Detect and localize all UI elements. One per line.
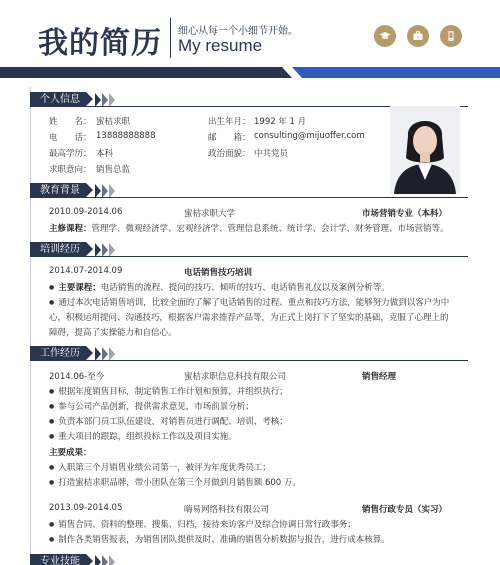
degree-label: 最高学历： <box>49 149 92 159</box>
chevron-decoration <box>95 243 115 257</box>
header-divider <box>170 18 171 58</box>
email-label: 邮 箱： <box>208 133 251 143</box>
education-major: 市场营销专业（本科） <box>362 209 448 219</box>
birth-label: 出生年月： <box>208 117 251 127</box>
section-label: 教育背景 <box>30 183 86 198</box>
intent-value: 销售总监 <box>96 165 131 175</box>
chevron-decoration <box>95 184 115 198</box>
training-item: ● 主要课程：电话销售的流程、提问的技巧、倾听的技巧、电话销售礼仪以及案例分析等。 <box>49 281 390 293</box>
header-icons <box>374 25 462 47</box>
name-label: 姓 名： <box>49 117 92 127</box>
education-period: 2010.09-2014.06 <box>49 207 123 217</box>
education-school: 蜜桔求职大学 <box>184 209 236 219</box>
section-work <box>30 346 115 361</box>
birth-value: 1992 年 1 月 <box>254 117 307 127</box>
job-period: 2014.06-至今 <box>49 372 105 382</box>
politics-value: 中共党员 <box>254 149 289 159</box>
resume-header <box>0 0 500 66</box>
header-band <box>0 67 500 78</box>
job-company: 嗨易网络科技有限公司 <box>184 505 270 515</box>
header-subtitle: 细心从每一个小细节开始。 <box>178 26 298 37</box>
phone-value: 13888888888 <box>96 131 156 141</box>
email-value: consulting@mijuoffer.com <box>254 131 365 141</box>
profile-photo <box>390 106 460 194</box>
politics-label: 政治面貌： <box>208 149 251 159</box>
section-label: 个人信息 <box>30 92 86 107</box>
job-duty: ● 制作各类销售报表，为销售团队提供及时、准确的销售分析数据与报告，进行成本核算。 <box>49 533 390 545</box>
graduation-cap-icon <box>374 25 396 47</box>
chevron-decoration <box>95 347 115 361</box>
job-result: ● 入职第三个月销售业绩公司第一，被评为年度优秀员工； <box>49 461 271 473</box>
job-duty: ● 负责本部门员工队伍建设，对销售员进行调配、培训、考核； <box>49 415 288 427</box>
training-period: 2014.07-2014.09 <box>49 266 123 276</box>
phone-label: 电 话： <box>49 133 92 143</box>
header-english-title: My resume <box>178 36 263 55</box>
briefcase-icon <box>407 25 429 47</box>
job-period: 2013.09-2014.05 <box>49 503 123 513</box>
training-item-cont: 心，积极运用提问、沟通技巧，根据客户需求推荐产品等，为正式上岗打下了坚实的基础，克服了心理上的 <box>49 313 449 323</box>
section-label: 培训经历 <box>30 242 86 257</box>
section-training <box>30 242 115 257</box>
training-item: ● 通过本次电话销售培训，比较全面的了解了电话销售的过程、重点和技巧方法，能够努力做到以客户为中 <box>49 296 449 308</box>
section-label: 工作经历 <box>30 346 86 361</box>
job-duty: ● 重大项目的跟踪，组织投标工作以及项目实施。 <box>49 430 237 442</box>
education-courses: 主修课程：管理学、微观经济学、宏观经济学、管理信息系统、统计学、会计学、财务管理、市场营销等。 <box>49 224 449 234</box>
chevron-decoration <box>95 555 115 565</box>
timeline-line <box>30 86 31 565</box>
job-title: 销售行政专员（实习） <box>362 505 448 515</box>
section-label: 专业技能 <box>30 554 86 565</box>
training-name: 电话销售技巧培训 <box>184 268 253 278</box>
job-results-label: 主要成果： <box>49 448 92 458</box>
intent-label: 求职意向： <box>49 165 92 175</box>
page-title: 我的简历 <box>38 26 162 61</box>
job-duty: ● 销售合同、资料的整理、搜集、归档，接待来访客户及综合协调日常行政事务； <box>49 518 356 530</box>
chevron-decoration <box>95 93 115 107</box>
training-item-cont: 障碍，提高了实操能力和自信心。 <box>49 328 177 338</box>
job-company: 蜜桔求职信息科技有限公司 <box>184 372 287 382</box>
job-duty: ● 根据年度销售目标，制定销售工作计划和预算，并组织执行； <box>49 385 288 397</box>
section-personal-info <box>30 92 115 107</box>
name-value: 蜜桔求职 <box>96 117 131 127</box>
section-skills <box>30 554 115 565</box>
degree-value: 本科 <box>96 149 114 159</box>
job-result: ● 打造蜜桔求职品牌，带小团队在第三个月做到月销售额 600 万。 <box>49 476 301 488</box>
job-duty: ● 参与公司产品创新，提供需求意见，市场前景分析； <box>49 400 254 412</box>
phone-icon <box>440 25 462 47</box>
job-title: 销售经理 <box>362 372 397 382</box>
section-education <box>30 183 115 198</box>
